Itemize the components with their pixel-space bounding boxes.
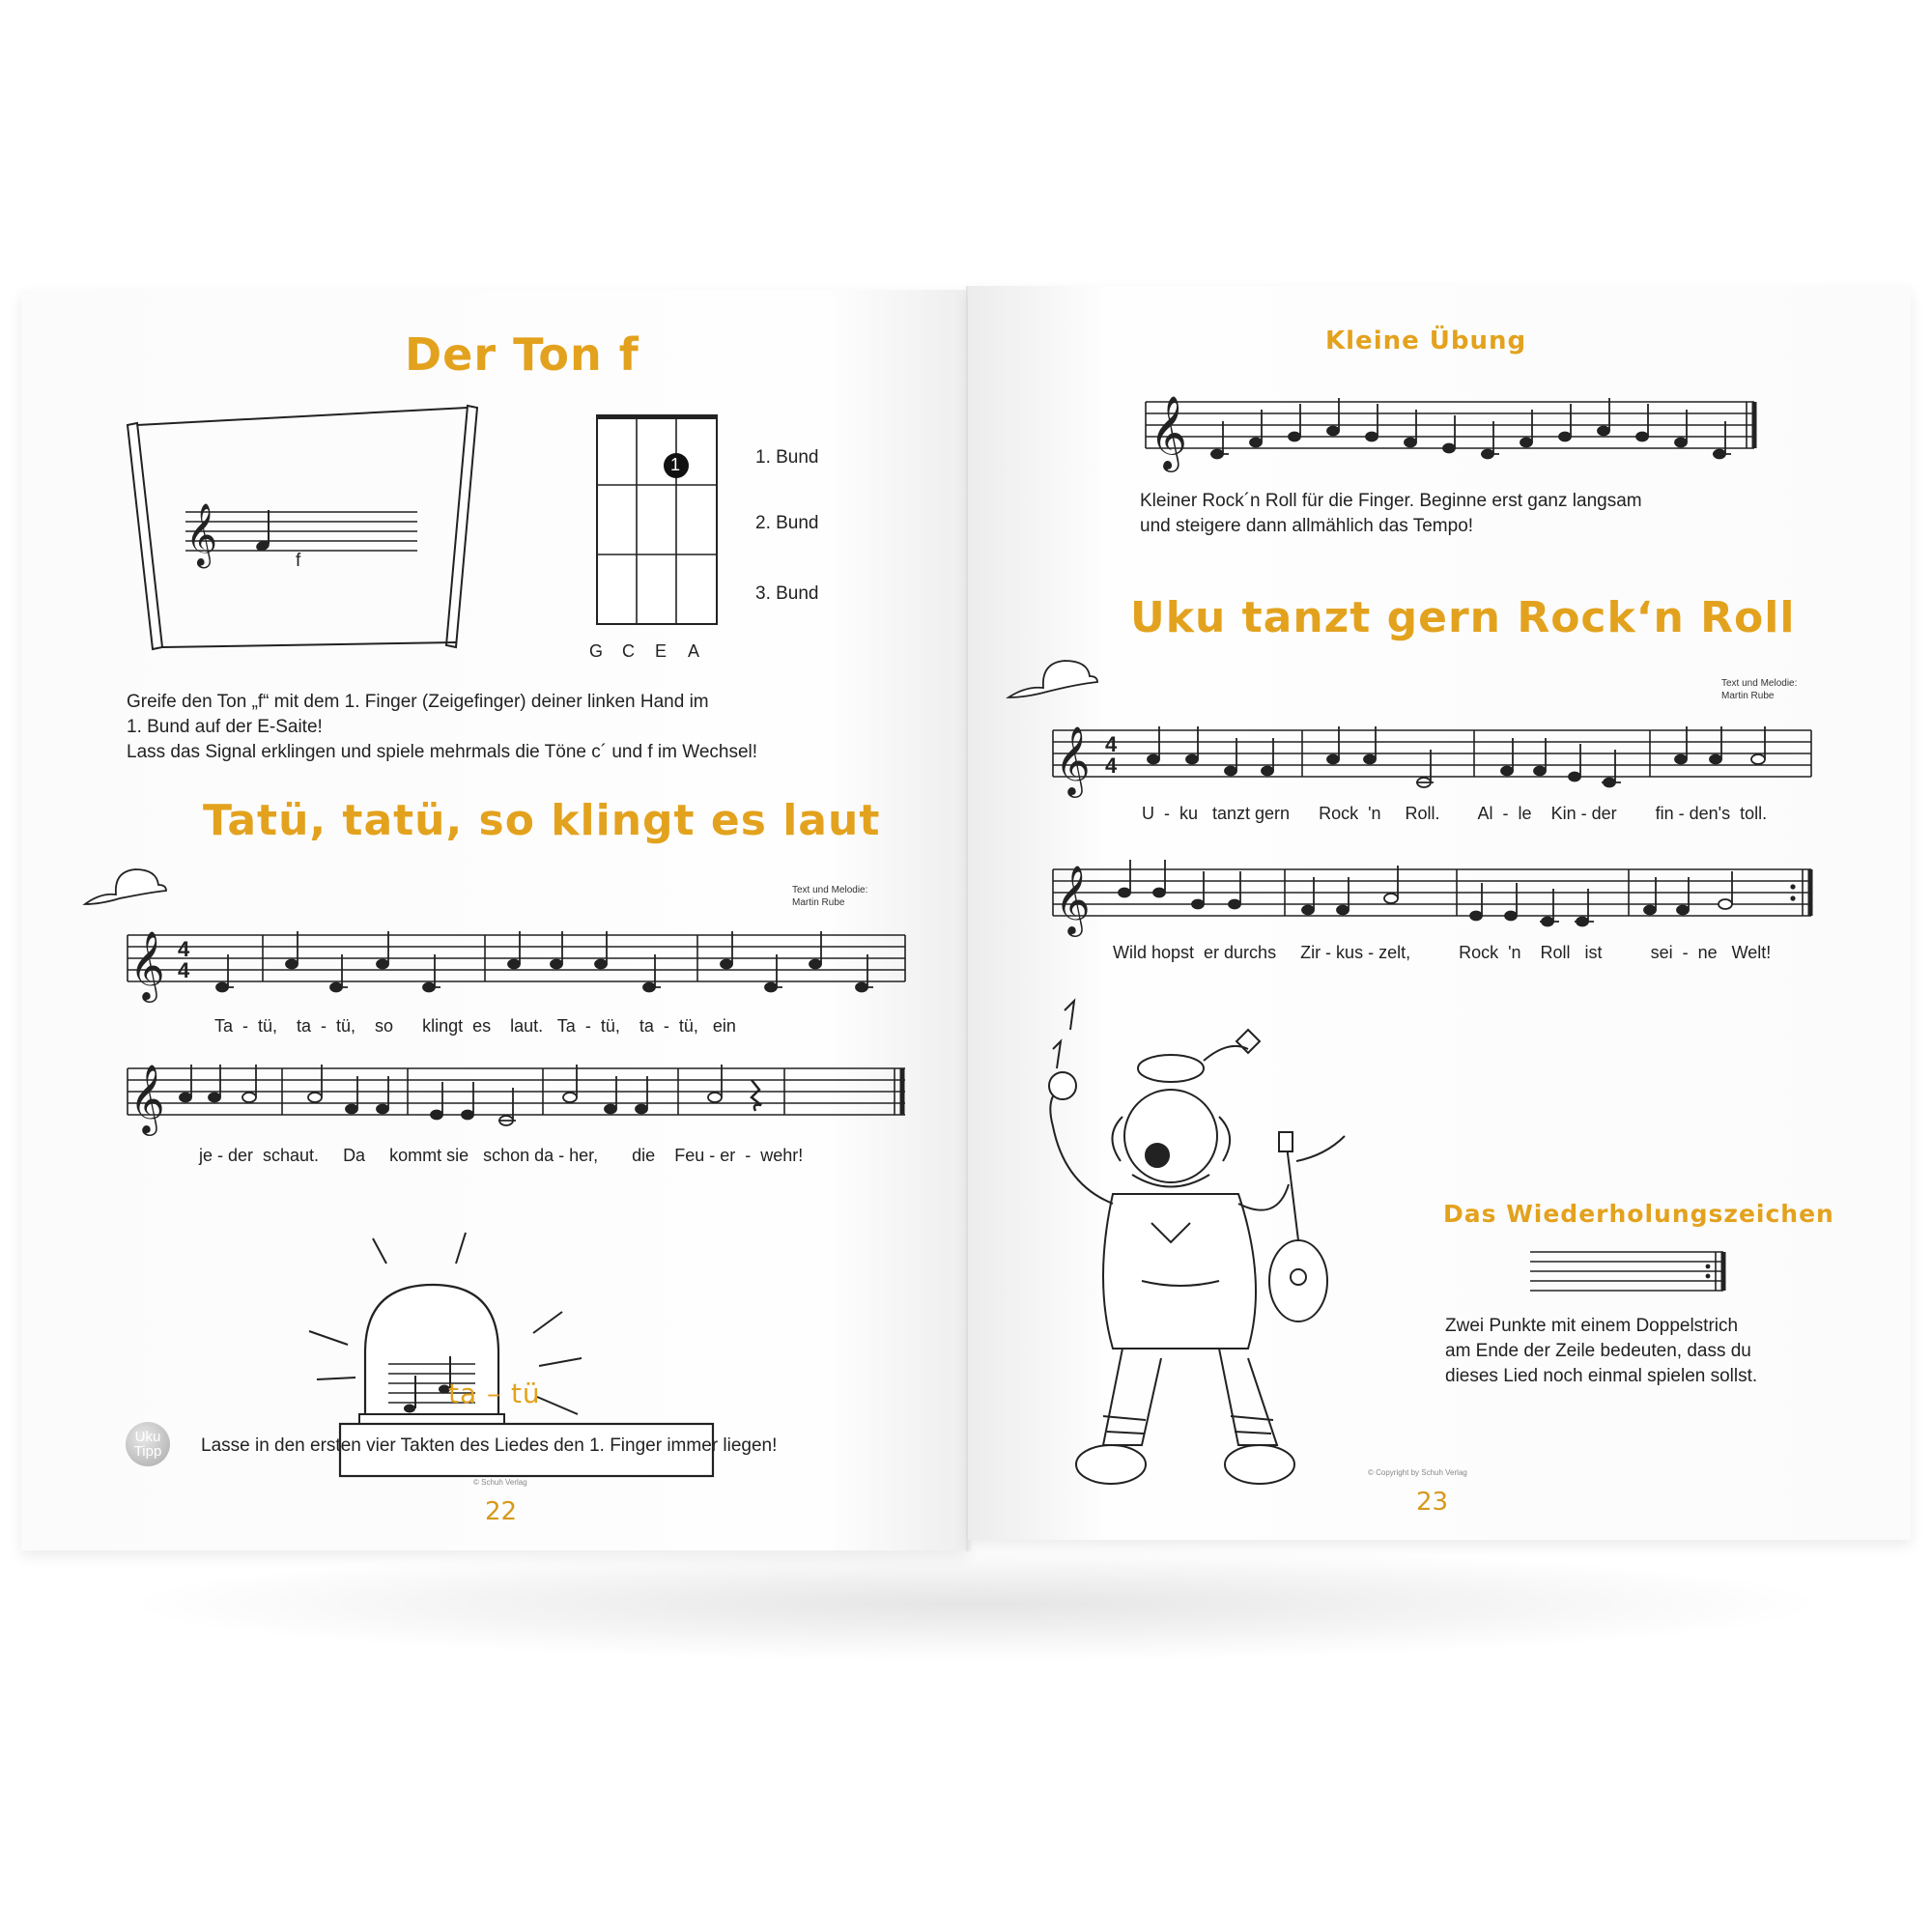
hat-icon [1005, 653, 1101, 705]
repeat-text-3: dieses Lied noch einmal spielen sollst. [1445, 1366, 1758, 1386]
lyrics-line-1: U - ku tanzt gern Rock 'n Roll. Al - le Kin - der fin - den's toll. [1142, 804, 1768, 823]
svg-text:𝄞: 𝄞 [1150, 395, 1188, 469]
svg-text:4: 4 [1105, 732, 1118, 756]
exercise-staff [1146, 373, 1764, 479]
fret-label-3: 3. Bund [755, 583, 819, 604]
book-shadow [116, 1546, 1835, 1662]
string-g: G [589, 641, 604, 661]
credit-label: Text und Melodie: [792, 885, 868, 895]
page-title: Der Ton f [405, 328, 639, 381]
song-title: Uku tanzt gern Rock‘n Roll [1130, 593, 1796, 642]
copyright: © Copyright by Schuh Verlag [1368, 1468, 1467, 1477]
clown-illustration [1007, 991, 1374, 1513]
copyright: © Schuh Verlag [473, 1478, 527, 1487]
hat-icon [81, 864, 168, 912]
tipp-icon-line1: Uku [134, 1429, 161, 1445]
svg-text:𝄞: 𝄞 [185, 503, 218, 566]
note-board-illustration [128, 406, 495, 657]
uku-tipp-icon [126, 1422, 170, 1466]
finger-number: 1 [670, 455, 681, 474]
song-staff-1 [1053, 711, 1816, 798]
string-labels [589, 641, 721, 662]
instruction-line-3: Lass das Signal erklingen und spiele mehrmals die Töne c´ und f im Wechsel! [127, 742, 758, 762]
string-e: E [655, 641, 668, 661]
exercise-text-1: Kleiner Rock´n Roll für die Finger. Beginne erst ganz langsam [1140, 491, 1642, 511]
lyrics-line-2: je - der schaut. Da kommt sie schon da - her, die Feu - er - wehr! [199, 1146, 804, 1165]
tipp-text: Lasse in den ersten vier Takten des Liedes den 1. Finger immer liegen! [201, 1435, 778, 1456]
exercise-title: Kleine Übung [1325, 327, 1527, 355]
siren-label: ta – tü [448, 1378, 541, 1409]
svg-text:4: 4 [178, 937, 190, 961]
svg-text:4: 4 [178, 958, 190, 982]
song-title: Tatü, tatü, so klingt es laut [203, 796, 881, 845]
credit-label: Text und Melodie: [1721, 678, 1798, 689]
svg-text:𝄞: 𝄞 [129, 1063, 165, 1133]
repeat-sign-title: Das Wiederholungszeichen [1443, 1200, 1834, 1228]
fretboard-diagram [595, 413, 719, 626]
lyrics-line-2: Wild hopst er durchs Zir - kus - zelt, Rock 'n Roll ist sei - ne Welt! [1113, 943, 1772, 962]
left-page [21, 290, 968, 1550]
lyrics-line-1: Ta - tü, ta - tü, so klingt es laut. Ta - tü, ta - tü, ein [214, 1016, 736, 1036]
right-page [968, 286, 1911, 1540]
song-staff-1 [128, 916, 910, 1003]
song-staff-2 [128, 1049, 910, 1136]
svg-text:𝄞: 𝄞 [1055, 864, 1091, 934]
string-c: C [622, 641, 635, 661]
repeat-text-2: am Ende der Zeile bedeuten, dass du [1445, 1341, 1751, 1361]
page-number: 23 [1416, 1488, 1449, 1517]
siren-illustration [301, 1208, 746, 1536]
fret-label-1: 1. Bund [755, 447, 819, 468]
credit-author: Martin Rube [1721, 691, 1775, 701]
instruction-line-2: 1. Bund auf der E-Saite! [127, 717, 323, 737]
page-number: 22 [485, 1497, 518, 1526]
repeat-text-1: Zwei Punkte mit einem Doppelstrich [1445, 1316, 1739, 1336]
note-name-f: f [296, 551, 301, 571]
song-staff-2 [1053, 850, 1816, 937]
credit-author: Martin Rube [792, 897, 845, 908]
string-a: A [688, 641, 700, 661]
fret-label-2: 2. Bund [755, 513, 819, 533]
repeat-sign-staff [1530, 1246, 1733, 1300]
tipp-icon-line2: Tipp [133, 1443, 162, 1460]
svg-text:4: 4 [1105, 753, 1118, 778]
exercise-text-2: und steigere dann allmählich das Tempo! [1140, 516, 1474, 536]
instruction-line-1: Greife den Ton „f“ mit dem 1. Finger (Zeigefinger) deiner linken Hand im [127, 692, 709, 712]
svg-text:𝄞: 𝄞 [129, 929, 165, 1000]
svg-text:𝄞: 𝄞 [1055, 724, 1091, 795]
